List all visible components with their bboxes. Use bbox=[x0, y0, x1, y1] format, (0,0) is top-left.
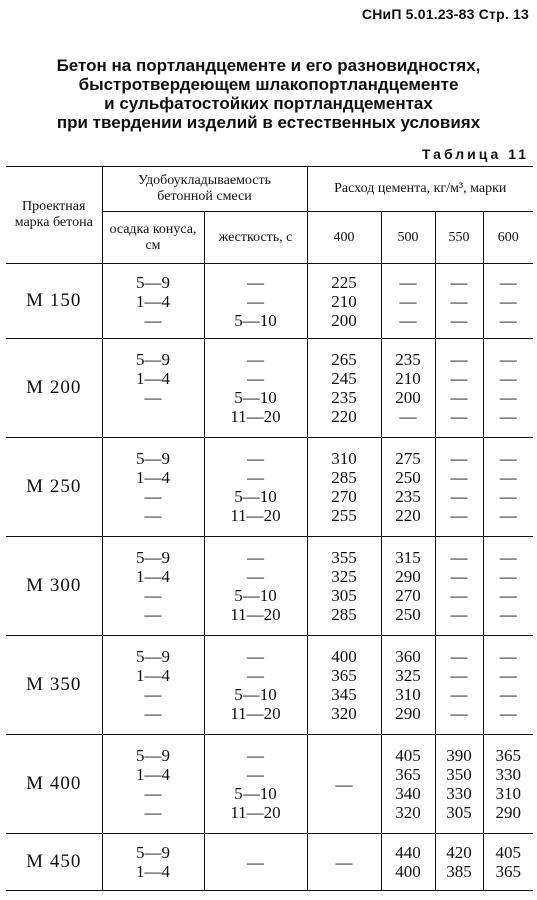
table-row bbox=[6, 735, 533, 834]
stiffness-cell bbox=[204, 636, 307, 735]
cell-value: 1—4 bbox=[136, 567, 170, 586]
cell-value: 210 bbox=[395, 369, 421, 388]
cell-value: 220 bbox=[331, 407, 357, 426]
cell-value: 210 bbox=[331, 291, 357, 311]
cell-value: — bbox=[499, 388, 517, 407]
cell-value: — bbox=[499, 350, 517, 369]
cell-value: 310 bbox=[495, 784, 522, 803]
cell-value: — bbox=[450, 350, 468, 369]
cell-value: — bbox=[499, 548, 517, 567]
cell-value: 5—9 bbox=[136, 647, 170, 666]
cement-550-cell bbox=[435, 264, 483, 339]
cell-value: — bbox=[499, 666, 517, 685]
cell-value: 200 bbox=[395, 388, 421, 407]
cement-600-cell bbox=[483, 438, 533, 537]
cell-value: — bbox=[499, 449, 517, 468]
header-consumption: Расход цемента, кг/м³, марки bbox=[307, 167, 533, 212]
cell-value: 330 bbox=[495, 765, 522, 784]
cell-value: — bbox=[247, 765, 264, 784]
cell-value: — bbox=[499, 704, 517, 723]
cell-value: 275 bbox=[395, 449, 421, 468]
cell-value: 360 bbox=[395, 647, 421, 666]
cell-value: 400 bbox=[395, 862, 421, 881]
cell-value: — bbox=[499, 586, 517, 605]
cell-value: 325 bbox=[331, 567, 357, 586]
cell-value: — bbox=[450, 468, 468, 487]
cell-value: — bbox=[144, 704, 162, 723]
cell-value: 200 bbox=[331, 310, 357, 330]
cell-value: — bbox=[450, 272, 468, 292]
cell-value: 5—10 bbox=[234, 784, 277, 803]
page-header: СНиП 5.01.23-83 Стр. 13 bbox=[361, 6, 529, 22]
header-mark-600: 600 bbox=[483, 212, 533, 264]
cell-value: — bbox=[450, 310, 468, 330]
cell-value: 285 bbox=[331, 605, 357, 624]
cell-value: — bbox=[144, 487, 162, 506]
cell-value: 355 bbox=[331, 548, 357, 567]
cell-value: 265 bbox=[331, 350, 357, 369]
grade-cell: М 450 bbox=[6, 834, 102, 891]
cell-value: — bbox=[450, 407, 468, 426]
cell-value: — bbox=[144, 605, 162, 624]
cell-value: — bbox=[247, 647, 264, 666]
cell-value: 305 bbox=[446, 803, 472, 822]
cement-400-cell bbox=[307, 264, 381, 339]
cell-value: 1—4 bbox=[136, 369, 170, 388]
cement-500-cell bbox=[381, 834, 435, 891]
cement-400-cell bbox=[307, 339, 381, 438]
cell-value: 350 bbox=[446, 765, 472, 784]
cement-400-cell bbox=[307, 636, 381, 735]
slump-cell bbox=[102, 264, 204, 339]
cell-value: — bbox=[144, 784, 162, 803]
cell-value: — bbox=[499, 272, 517, 292]
cell-value: 1—4 bbox=[136, 862, 170, 881]
cell-value: — bbox=[144, 388, 162, 407]
cell-value: 315 bbox=[395, 548, 421, 567]
cell-value: 270 bbox=[331, 487, 357, 506]
cell-value: — bbox=[399, 291, 417, 311]
cement-550-cell bbox=[435, 537, 483, 636]
cell-value: 305 bbox=[331, 586, 357, 605]
cement-550-cell bbox=[435, 438, 483, 537]
cell-value: 1—4 bbox=[136, 468, 170, 487]
cell-value: 310 bbox=[331, 449, 357, 468]
cell-value: 290 bbox=[395, 704, 421, 723]
cell-value: 245 bbox=[331, 369, 357, 388]
cell-value: 235 bbox=[395, 350, 421, 369]
cell-value: 5—9 bbox=[136, 548, 170, 567]
cell-value: 400 bbox=[331, 647, 357, 666]
cell-value: — bbox=[450, 647, 468, 666]
cement-600-cell bbox=[483, 537, 533, 636]
cell-value: — bbox=[450, 704, 468, 723]
table-row bbox=[6, 537, 533, 636]
cell-value: — bbox=[450, 506, 468, 525]
cell-value: — bbox=[247, 548, 264, 567]
table-row bbox=[6, 438, 533, 537]
cell-value: — bbox=[450, 605, 468, 624]
cell-value: — bbox=[499, 567, 517, 586]
slump-cell bbox=[102, 438, 204, 537]
cell-value: 1—4 bbox=[136, 765, 170, 784]
table-caption: Таблица 11 bbox=[421, 146, 529, 162]
cell-value: 5—10 bbox=[234, 310, 277, 330]
cement-550-cell bbox=[435, 636, 483, 735]
slump-cell bbox=[102, 339, 204, 438]
grade-cell: М 250 bbox=[6, 438, 102, 537]
cement-400-cell bbox=[307, 438, 381, 537]
cell-value: — bbox=[247, 272, 264, 292]
cell-value: 405 bbox=[395, 746, 421, 765]
cell-value: — bbox=[499, 291, 517, 311]
cement-500-cell bbox=[381, 636, 435, 735]
cell-value: — bbox=[247, 449, 264, 468]
cell-value: 325 bbox=[395, 666, 421, 685]
header-workability: Удобоукладываемость бетонной смеси bbox=[102, 167, 307, 212]
cement-500-cell bbox=[381, 339, 435, 438]
cell-value: 290 bbox=[395, 567, 421, 586]
cell-value: 235 bbox=[395, 487, 421, 506]
cell-value: — bbox=[450, 685, 468, 704]
cell-value: 270 bbox=[395, 586, 421, 605]
header-slump: осадка конуса, см bbox=[102, 212, 204, 264]
header-mark-400: 400 bbox=[307, 212, 381, 264]
cement-600-cell bbox=[483, 339, 533, 438]
stiffness-cell bbox=[204, 735, 307, 834]
cell-value: 250 bbox=[395, 605, 421, 624]
cell-value: 235 bbox=[331, 388, 357, 407]
cell-value: — bbox=[144, 506, 162, 525]
cement-600-cell bbox=[483, 735, 533, 834]
cell-value: — bbox=[399, 407, 417, 426]
cell-value: — bbox=[144, 803, 162, 822]
cement-400-cell bbox=[307, 735, 381, 834]
cell-value: 310 bbox=[395, 685, 421, 704]
cement-500-cell bbox=[381, 537, 435, 636]
cell-value: — bbox=[499, 310, 517, 330]
cell-value: — bbox=[499, 369, 517, 388]
cell-value: 365 bbox=[395, 765, 421, 784]
cement-500-cell bbox=[381, 264, 435, 339]
slump-cell bbox=[102, 834, 204, 891]
cell-value: 290 bbox=[495, 803, 522, 822]
title-line: и сульфатостойких портландцементах bbox=[104, 94, 433, 113]
page-title bbox=[0, 56, 537, 132]
cell-value: 405 bbox=[495, 843, 522, 862]
cell-value: — bbox=[144, 685, 162, 704]
stiffness-cell bbox=[204, 537, 307, 636]
cell-value: — bbox=[247, 291, 264, 311]
cell-value: — bbox=[247, 350, 264, 369]
cell-value: — bbox=[247, 746, 264, 765]
cement-550-cell bbox=[435, 834, 483, 891]
cell-value: — bbox=[499, 506, 517, 525]
cell-value: 5—10 bbox=[234, 388, 277, 407]
cell-value: — bbox=[247, 666, 264, 685]
grade-cell: М 150 bbox=[6, 264, 102, 339]
cell-value: 11—20 bbox=[230, 605, 281, 624]
cell-value: — bbox=[247, 852, 264, 872]
cell-value: — bbox=[450, 388, 468, 407]
cement-400-cell bbox=[307, 834, 381, 891]
cell-value: 1—4 bbox=[136, 666, 170, 685]
header-mark-550: 550 bbox=[435, 212, 483, 264]
cell-value: — bbox=[499, 685, 517, 704]
stiffness-cell bbox=[204, 834, 307, 891]
stiffness-cell bbox=[204, 264, 307, 339]
cell-value: — bbox=[499, 468, 517, 487]
cell-value: 5—9 bbox=[136, 449, 170, 468]
title-line: при твердении изделий в естественных условиях bbox=[56, 113, 481, 132]
title-line: быстротвердеющем шлакопортландцементе bbox=[78, 75, 459, 94]
grade-cell: М 350 bbox=[6, 636, 102, 735]
cell-value: — bbox=[450, 666, 468, 685]
cell-value: 390 bbox=[446, 746, 472, 765]
cell-value: 250 bbox=[395, 468, 421, 487]
cell-value: — bbox=[499, 647, 517, 666]
cement-consumption-table bbox=[6, 166, 533, 891]
stiffness-cell bbox=[204, 438, 307, 537]
cell-value: — bbox=[399, 310, 417, 330]
cement-400-cell bbox=[307, 537, 381, 636]
cell-value: — bbox=[247, 468, 264, 487]
cell-value: 365 bbox=[331, 666, 357, 685]
title-line: Бетон на портландцементе и его разновидностях, bbox=[56, 56, 481, 75]
cement-500-cell bbox=[381, 735, 435, 834]
cell-value: 5—10 bbox=[234, 685, 277, 704]
cell-value: 5—9 bbox=[136, 843, 170, 862]
cell-value: — bbox=[499, 407, 517, 426]
cement-600-cell bbox=[483, 264, 533, 339]
cell-value: — bbox=[450, 449, 468, 468]
cell-value: — bbox=[450, 567, 468, 586]
cell-value: — bbox=[247, 369, 264, 388]
header-grade: Проектная марка бетона bbox=[6, 167, 102, 264]
cement-550-cell bbox=[435, 339, 483, 438]
cell-value: 345 bbox=[331, 685, 357, 704]
cell-value: 285 bbox=[331, 468, 357, 487]
header-stiffness: жесткость, с bbox=[204, 212, 307, 264]
cell-value: — bbox=[499, 605, 517, 624]
cell-value: — bbox=[450, 369, 468, 388]
cell-value: 5—9 bbox=[136, 746, 170, 765]
cell-value: 220 bbox=[395, 506, 421, 525]
cell-value: 5—10 bbox=[234, 586, 277, 605]
cell-value: 255 bbox=[331, 506, 357, 525]
header-mark-500: 500 bbox=[381, 212, 435, 264]
cell-value: 1—4 bbox=[136, 291, 170, 311]
cell-value: 420 bbox=[446, 843, 472, 862]
table-row bbox=[6, 636, 533, 735]
cell-value bbox=[103, 407, 204, 426]
table-body bbox=[6, 264, 533, 891]
cement-500-cell bbox=[381, 438, 435, 537]
cell-value: — bbox=[335, 852, 353, 872]
cell-value: — bbox=[144, 586, 162, 605]
slump-cell bbox=[102, 537, 204, 636]
cell-value: 365 bbox=[495, 862, 522, 881]
cell-value: 385 bbox=[446, 862, 472, 881]
cement-550-cell bbox=[435, 735, 483, 834]
cell-value: 5—9 bbox=[136, 272, 170, 292]
cell-value: 330 bbox=[446, 784, 472, 803]
cell-value: 11—20 bbox=[230, 704, 281, 723]
cell-value: 5—9 bbox=[136, 350, 170, 369]
table-row bbox=[6, 339, 533, 438]
cell-value: 11—20 bbox=[230, 407, 281, 426]
cell-value: 11—20 bbox=[230, 506, 281, 525]
cell-value: — bbox=[499, 487, 517, 506]
table-row bbox=[6, 834, 533, 891]
cell-value: 340 bbox=[395, 784, 421, 803]
cell-value: — bbox=[399, 272, 417, 292]
grade-cell: М 200 bbox=[6, 339, 102, 438]
cell-value: 5—10 bbox=[234, 487, 277, 506]
cell-value: — bbox=[144, 310, 162, 330]
table-row bbox=[6, 264, 533, 339]
cell-value: — bbox=[450, 487, 468, 506]
cell-value: — bbox=[335, 774, 353, 794]
cell-value: 225 bbox=[331, 272, 357, 292]
grade-cell: М 400 bbox=[6, 735, 102, 834]
cell-value: 320 bbox=[331, 704, 357, 723]
cell-value: — bbox=[450, 548, 468, 567]
cell-value: 11—20 bbox=[230, 803, 281, 822]
cell-value: — bbox=[450, 291, 468, 311]
cell-value: — bbox=[450, 586, 468, 605]
stiffness-cell bbox=[204, 339, 307, 438]
cell-value: 320 bbox=[395, 803, 421, 822]
cement-600-cell bbox=[483, 636, 533, 735]
cell-value: — bbox=[247, 567, 264, 586]
cell-value: 440 bbox=[395, 843, 421, 862]
cement-600-cell bbox=[483, 834, 533, 891]
cell-value: 365 bbox=[495, 746, 522, 765]
slump-cell bbox=[102, 735, 204, 834]
grade-cell: М 300 bbox=[6, 537, 102, 636]
slump-cell bbox=[102, 636, 204, 735]
